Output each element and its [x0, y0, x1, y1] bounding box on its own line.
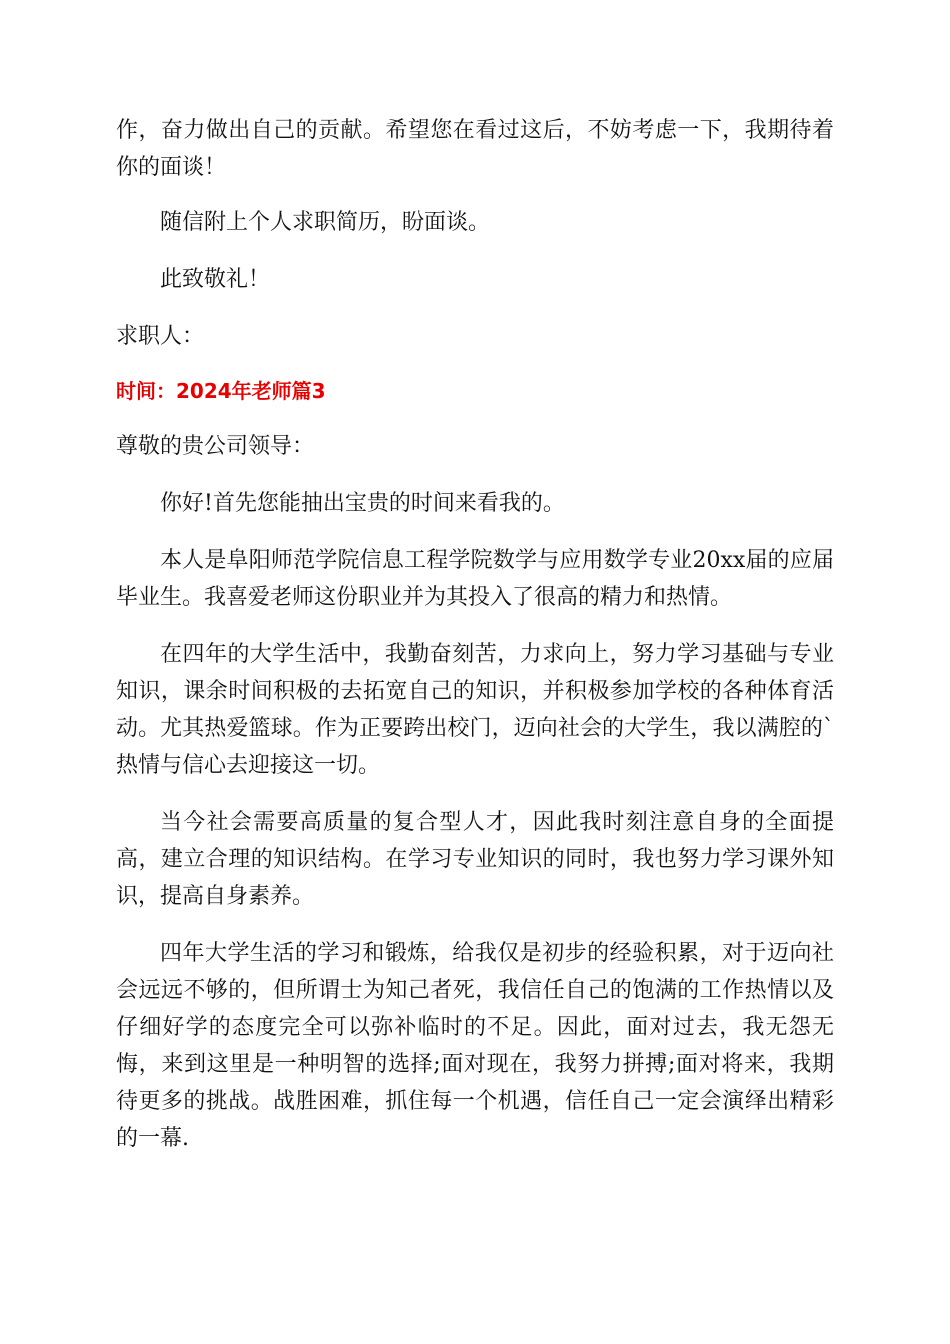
paragraph-society: 当今社会需要高质量的复合型人才，因此我时刻注意自身的全面提高，建立合理的知识结构。在学习专业知识的同时，我也努力学习课外知识，提高自身素养。: [116, 810, 834, 909]
paragraph-attachment: 随信附上个人求职简历，盼面谈。: [160, 210, 491, 235]
paragraph-salute: 此致敬礼！: [160, 267, 271, 292]
paragraph-intro: 本人是阜阳师范学院信息工程学院数学与应用数学专业20xx届的应届毕业生。我喜爱老师这份职业并为其投入了很高的精力和热情。: [116, 548, 834, 610]
paragraph-four-years: 四年大学生活的学习和锻炼，给我仅是初步的经验积累，对于迈向社会远远不够的，但所谓士为知己者死，我信任自己的饱满的工作热情以及仔细好学的态度完全可以弥补临时的不足。因此，面对过去，我无怨无悔，来到这里是一种明智的选择;面对现在，我努力拼搏;面对将来，我期待更多的挑战。战胜困难，抓住每一个机遇，信任自己一定会演绎出精彩的一幕.: [116, 941, 834, 1151]
paragraph-college: 在四年的大学生活中，我勤奋刻苦，力求向上，努力学习基础与专业知识，课余时间积极的去拓宽自己的知识，并积极参加学校的各种体育活动。尤其热爱篮球。作为正要跨出校门，迈向社会的大学生，我以满腔的`热情与信心去迎接这一切。: [116, 642, 834, 778]
document-page: [116, 112, 834, 1157]
paragraph-continuation: 作，奋力做出自己的贡献。希望您在看过这后，不妨考虑一下，我期待着你的面谈！: [116, 118, 834, 180]
paragraph-hello: 你好!首先您能抽出宝贵的时间来看我的。: [160, 491, 565, 516]
paragraph-greeting: 尊敬的贵公司领导：: [116, 434, 315, 459]
paragraph-applicant: 求职人：: [116, 324, 205, 349]
section-heading: 时间：2024年老师篇3: [116, 379, 326, 403]
